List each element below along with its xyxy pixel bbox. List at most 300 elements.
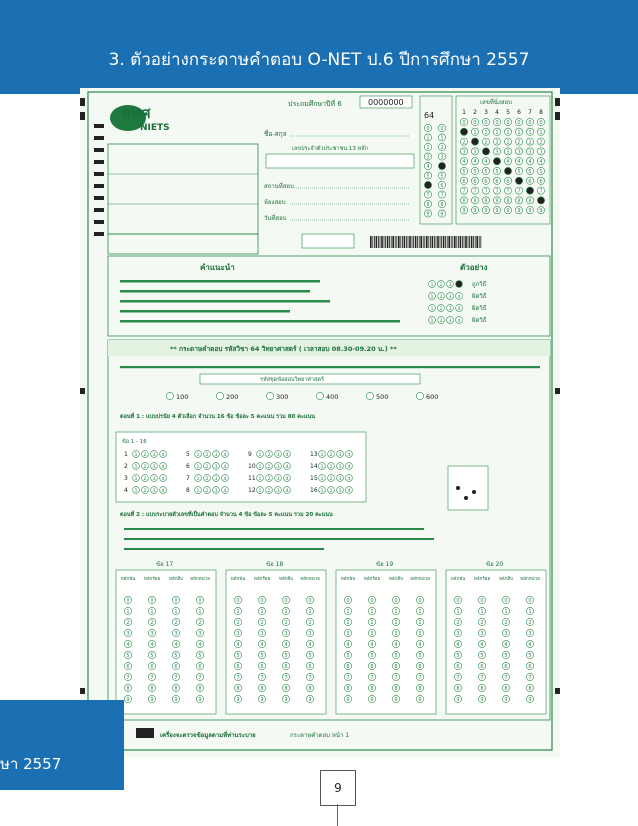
part2-title: ตอนที่ 2 : แบบระบายตัวเลขที่เป็นคำตอบ จำนวน 4 ข้อ ข้อละ 5 คะแนน รวม 20 คะแนน (120, 512, 333, 518)
bubble-digit: 4 (484, 159, 488, 166)
bubble-digit: 8 (150, 685, 154, 692)
barcode-bar (419, 236, 420, 248)
question-number: 4 (124, 487, 128, 494)
barcode-bar (372, 236, 373, 248)
bubble-digit: 6 (236, 663, 240, 670)
barcode-bar (423, 236, 424, 248)
bubble-digit: 4 (462, 159, 466, 166)
id-grid[interactable] (460, 109, 544, 214)
bubble-digit: 6 (528, 178, 532, 185)
bubble-digit: 3 (338, 452, 342, 458)
bubble-digit: 0 (480, 597, 484, 604)
bubble-digit: 4 (347, 476, 351, 482)
barcode-bar (443, 236, 445, 248)
bubble-digit: 4 (418, 641, 422, 648)
bubble-digit: 2 (462, 139, 466, 146)
bubble-digit: 9 (473, 208, 477, 215)
bubble-digit: 1 (174, 608, 178, 615)
barcode-bar (468, 236, 469, 248)
bubble-digit: 4 (223, 476, 227, 482)
bubble-digit: 7 (495, 188, 499, 195)
bubble-digit: 2 (370, 619, 374, 626)
bubble-digit: 4 (504, 641, 508, 648)
barcode-bar (415, 236, 417, 248)
subject-code: 64 (424, 111, 435, 120)
bubble-digit: 0 (539, 119, 543, 126)
seat-number: 0000000 (368, 98, 404, 107)
bubble-digit: 4 (457, 306, 461, 312)
bubble-digit: 4 (285, 464, 289, 470)
barcode-bar (436, 236, 437, 248)
bubble-digit: 3 (504, 630, 508, 637)
bubble-digit: 4 (394, 641, 398, 648)
bubble-digit: 9 (126, 696, 130, 703)
bubble-digit: 2 (267, 464, 271, 470)
bubble-digit: 3 (308, 630, 312, 637)
bubble-digit: 6 (126, 663, 130, 670)
set-code-bubble[interactable] (266, 392, 273, 399)
bubble-digit: 0 (528, 597, 532, 604)
bubble-digit: 4 (161, 464, 165, 470)
bubble-digit: 6 (284, 663, 288, 670)
bubble-digit: 3 (214, 464, 218, 470)
bubble-digit: 9 (528, 696, 532, 703)
bubble-digit: 4 (126, 641, 130, 648)
bubble-digit: 9 (506, 208, 510, 215)
question-number: 11 (248, 475, 256, 482)
bubble-digit: 3 (448, 282, 452, 288)
bubble-digit: 2 (143, 476, 147, 482)
barcode-bar (391, 236, 392, 248)
bubble-digit: 4 (456, 641, 460, 648)
bubble-digit: 2 (440, 144, 444, 151)
bubble-digit: 4 (457, 318, 461, 324)
bubble-digit: 6 (480, 663, 484, 670)
bubble-digit: 1 (196, 476, 200, 482)
bubble-digit: 3 (236, 630, 240, 637)
bubble-digit: 7 (370, 674, 374, 681)
barcode-bar (447, 236, 448, 248)
bubble-digit: 9 (504, 696, 508, 703)
bubble-digit: 4 (528, 641, 532, 648)
bubble-digit: 5 (126, 652, 130, 659)
id-bubble[interactable] (471, 138, 478, 145)
bubble-digit: 5 (284, 652, 288, 659)
set-code-options[interactable] (166, 392, 438, 401)
bubble-digit: 3 (346, 630, 350, 637)
bubble-digit: 2 (484, 139, 488, 146)
bubble-digit: 2 (126, 619, 130, 626)
bubble-digit: 1 (196, 452, 200, 458)
bubble-digit: 9 (462, 208, 466, 215)
bubble-digit: 8 (284, 685, 288, 692)
example-label: ถูกวิธี (472, 281, 487, 288)
bubble-digit: 3 (440, 154, 444, 161)
bubble-digit: 3 (448, 318, 452, 324)
set-code-bubble[interactable] (416, 392, 423, 399)
bubble-digit: 7 (456, 674, 460, 681)
bubble-digit: 8 (126, 685, 130, 692)
bubble-digit: 2 (394, 619, 398, 626)
bubble-digit: 3 (276, 476, 280, 482)
id-column-label: 7 (528, 109, 532, 116)
side-tab-label: ษา 2557 (0, 755, 62, 773)
bubble-digit: 1 (134, 488, 138, 494)
bubble-digit: 3 (456, 630, 460, 637)
barcode-bar (412, 236, 413, 248)
digit-col-label: หลักร้อย (143, 577, 161, 582)
bubble-digit: 3 (539, 149, 543, 156)
bubble-digit: 5 (484, 168, 488, 175)
id-bubble[interactable] (537, 197, 544, 204)
bubble-digit: 4 (285, 488, 289, 494)
bubble-digit: 4 (308, 641, 312, 648)
bubble-digit: 4 (161, 476, 165, 482)
bubble-digit: 1 (150, 608, 154, 615)
bubble-digit: 2 (418, 619, 422, 626)
bubble-digit: 1 (134, 464, 138, 470)
bubble-digit: 4 (426, 163, 430, 170)
barcode-bar (456, 236, 457, 248)
barcode-bar (440, 236, 441, 248)
bubble-digit: 4 (506, 159, 510, 166)
bubble-digit: 1 (196, 488, 200, 494)
digit-col-label: หลักพัน (120, 577, 136, 582)
bubble-digit: 0 (284, 597, 288, 604)
digit-col-label: หลักหน่วย (300, 577, 320, 582)
bubble-digit: 5 (426, 173, 430, 180)
bubble-digit: 1 (258, 488, 262, 494)
barcode-bar (370, 236, 372, 248)
bubble-digit: 3 (418, 630, 422, 637)
bubble-digit: 3 (214, 488, 218, 494)
bubble-digit: 2 (284, 619, 288, 626)
subject-code-bubble[interactable] (438, 162, 445, 169)
bubble-digit: 4 (457, 294, 461, 300)
bubble-digit: 4 (517, 159, 521, 166)
part1-title: ตอนที่ 1 : แบบปรนัย 4 ตัวเลือก จำนวน 16 ข้อ ข้อละ 5 คะแนน รวม 80 คะแนน (120, 414, 315, 420)
barcode-bar (476, 236, 478, 248)
bubble-digit: 3 (214, 476, 218, 482)
bubble-digit: 1 (320, 476, 324, 482)
bubble-digit: 4 (260, 641, 264, 648)
bubble-digit: 6 (539, 178, 543, 185)
bubble-digit: 6 (370, 663, 374, 670)
bubble-digit: 3 (495, 149, 499, 156)
bubble-digit: 8 (528, 685, 532, 692)
digit-col-label: หลักพัน (450, 577, 466, 582)
date-label: วันที่สอบ (264, 215, 287, 222)
bubble-digit: 2 (539, 139, 543, 146)
bubble-digit: 7 (473, 188, 477, 195)
logo-text-en: NIETS (140, 123, 170, 133)
bubble-digit: 9 (495, 208, 499, 215)
room-label: ห้องสอบ (264, 199, 286, 206)
name-label: ชื่อ-สกุล (264, 130, 287, 138)
bubble-digit: 9 (308, 696, 312, 703)
bubble-digit: 2 (439, 318, 443, 324)
bubble-digit: 4 (223, 488, 227, 494)
barcode-bar (462, 236, 463, 248)
bubble-digit: 1 (258, 452, 262, 458)
bubble-digit: 0 (174, 597, 178, 604)
bubble-digit: 8 (495, 198, 499, 205)
bubble-digit: 2 (143, 452, 147, 458)
bubble-digit: 8 (394, 685, 398, 692)
barcode-bar (428, 236, 429, 248)
bubble-digit: 3 (284, 630, 288, 637)
bubble-digit: 5 (495, 168, 499, 175)
bubble-digit: 2 (205, 452, 209, 458)
barcode-bar (460, 236, 462, 248)
bubble-digit: 0 (462, 119, 466, 126)
bubble-digit: 9 (418, 696, 422, 703)
bubble-digit: 3 (370, 630, 374, 637)
bubble-digit: 2 (329, 452, 333, 458)
bubble-digit: 4 (236, 641, 240, 648)
bubble-digit: 7 (506, 188, 510, 195)
barcode-bar (395, 236, 396, 248)
niets-logo (110, 104, 170, 133)
id-bubble[interactable] (493, 158, 500, 165)
bubble-digit: 2 (439, 294, 443, 300)
set-code-label: 100 (176, 393, 189, 401)
side-tab (0, 700, 124, 790)
barcode-bar (409, 236, 411, 248)
id-bubble[interactable] (482, 148, 489, 155)
set-code-bubble[interactable] (366, 392, 373, 399)
bubble-digit: 5 (150, 652, 154, 659)
bubble-digit: 1 (484, 129, 488, 136)
digit-col-label: หลักร้อย (363, 577, 381, 582)
id-column-label: 4 (495, 109, 499, 116)
bubble-digit: 5 (174, 652, 178, 659)
bubble-digit: 1 (320, 464, 324, 470)
bubble-digit: 2 (267, 488, 271, 494)
bubble-digit: 1 (198, 608, 202, 615)
bubble-digit: 2 (236, 619, 240, 626)
bubble-digit: 6 (484, 178, 488, 185)
set-code-label: 300 (276, 393, 289, 401)
bubble-digit: 2 (480, 619, 484, 626)
bubble-digit: 5 (462, 168, 466, 175)
bubble-digit: 4 (347, 464, 351, 470)
bubble-digit: 3 (338, 476, 342, 482)
bubble-digit: 7 (440, 192, 444, 199)
bubble-digit: 1 (495, 129, 499, 136)
bubble-digit: 2 (205, 488, 209, 494)
bubble-digit: 4 (370, 641, 374, 648)
bubble-digit: 5 (440, 173, 444, 180)
bubble-digit: 1 (539, 129, 543, 136)
bubble-digit: 6 (504, 663, 508, 670)
bubble-digit: 0 (308, 597, 312, 604)
barcode-bar (408, 236, 409, 248)
question-number: 14 (310, 463, 318, 470)
bubble-digit: 1 (236, 608, 240, 615)
bubble-digit: 7 (174, 674, 178, 681)
bubble-digit: 0 (260, 597, 264, 604)
subject-code-bubbles[interactable] (424, 124, 445, 217)
bubble-digit: 2 (260, 619, 264, 626)
bubble-digit: 6 (346, 663, 350, 670)
bubble-digit: 8 (236, 685, 240, 692)
bubble-digit: 5 (473, 168, 477, 175)
question-number: 10 (248, 463, 256, 470)
bubble-digit: 1 (258, 464, 262, 470)
bubble-digit: 7 (308, 674, 312, 681)
bubble-digit: 7 (346, 674, 350, 681)
bubble-digit: 1 (370, 608, 374, 615)
bubble-digit: 0 (440, 125, 444, 132)
id-bubble[interactable] (460, 128, 467, 135)
bubble-digit: 7 (462, 188, 466, 195)
bubble-digit: 8 (517, 198, 521, 205)
barcode-bar (480, 236, 481, 248)
bubble-digit: 9 (284, 696, 288, 703)
bubble-digit: 7 (517, 188, 521, 195)
bubble-digit: 7 (504, 674, 508, 681)
bubble-digit: 4 (285, 476, 289, 482)
bubble-digit: 0 (504, 597, 508, 604)
bubble-digit: 1 (320, 452, 324, 458)
barcode-bar (479, 236, 480, 248)
bubble-digit: 7 (260, 674, 264, 681)
bubble-digit: 3 (152, 452, 156, 458)
bubble-digit: 1 (430, 318, 434, 324)
digit-col-label: หลักหน่วย (190, 577, 210, 582)
bubble-digit: 2 (267, 476, 271, 482)
digit-col-label: หลักหน่วย (410, 577, 430, 582)
bubble-digit: 3 (394, 630, 398, 637)
bubble-digit: 1 (504, 608, 508, 615)
barcode-bar (381, 236, 383, 248)
bubble-digit: 3 (152, 476, 156, 482)
set-code-bubble[interactable] (316, 392, 323, 399)
bubble-digit: 4 (347, 452, 351, 458)
id-bubble[interactable] (526, 187, 533, 194)
bubble-digit: 3 (338, 464, 342, 470)
bubble-digit: 8 (346, 685, 350, 692)
bubble-digit: 7 (484, 188, 488, 195)
bubble-digit: 1 (426, 135, 430, 142)
bubble-digit: 8 (456, 685, 460, 692)
bubble-digit: 7 (236, 674, 240, 681)
bubble-digit: 5 (418, 652, 422, 659)
bubble-digit: 5 (394, 652, 398, 659)
set-code-bubble[interactable] (166, 392, 173, 399)
bubble-digit: 3 (276, 464, 280, 470)
bubble-digit: 5 (308, 652, 312, 659)
bubble-digit: 0 (126, 597, 130, 604)
bubble-digit: 1 (134, 476, 138, 482)
bubble-digit: 1 (260, 608, 264, 615)
bubble-digit: 2 (329, 464, 333, 470)
set-code-label: 600 (426, 393, 439, 401)
bubble-digit: 7 (426, 192, 430, 199)
bubble-digit: 3 (198, 630, 202, 637)
bubble-digit: 5 (236, 652, 240, 659)
barcode-bar (374, 236, 375, 248)
digit-col-label: หลักสิบ (498, 577, 514, 582)
bubble-digit: 4 (150, 641, 154, 648)
barcode-bar (392, 236, 394, 248)
barcode-bar (387, 236, 389, 248)
barcode-bar (398, 236, 400, 248)
barcode-bar (445, 236, 446, 248)
bubble-digit: 8 (426, 201, 430, 208)
set-code-bubble[interactable] (216, 392, 223, 399)
bubble-digit: 2 (174, 619, 178, 626)
subject-code-bubble[interactable] (424, 181, 431, 188)
bubble-digit: 8 (198, 685, 202, 692)
bubble-digit: 1 (473, 129, 477, 136)
bubble-digit: 3 (506, 149, 510, 156)
bubble-digit: 7 (394, 674, 398, 681)
bubble-digit: 2 (426, 144, 430, 151)
marking-examples (429, 280, 487, 324)
bubble-digit: 5 (198, 652, 202, 659)
instructions-title: คำแนะนำ (200, 263, 235, 272)
bubble-digit: 3 (448, 294, 452, 300)
bubble-digit: 0 (528, 119, 532, 126)
bubble-digit: 3 (174, 630, 178, 637)
barcode-bar (464, 236, 465, 248)
bubble-digit: 6 (198, 663, 202, 670)
bubble-digit: 7 (284, 674, 288, 681)
digit-col-label: หลักสิบ (168, 577, 184, 582)
bubble-digit: 2 (506, 139, 510, 146)
bubble-digit: 6 (462, 178, 466, 185)
id-column-label: 5 (506, 109, 510, 116)
id-bubble[interactable] (515, 177, 522, 184)
bubble-digit: 1 (258, 476, 262, 482)
bubble-digit: 5 (504, 652, 508, 659)
bubble-digit: 6 (495, 178, 499, 185)
bubble-digit: 4 (161, 488, 165, 494)
example-label: ผิดวิธี (472, 293, 487, 300)
bubble-digit: 8 (528, 198, 532, 205)
id-grid-label: เลขที่นั่งสอบ (480, 99, 512, 106)
bubble-digit: 0 (495, 119, 499, 126)
bubble-digit: 9 (480, 696, 484, 703)
bubble-digit: 4 (223, 464, 227, 470)
question-number: 16 (310, 487, 318, 494)
bubble-digit: 1 (284, 608, 288, 615)
barcode-bar (437, 236, 439, 248)
bubble-digit: 1 (506, 129, 510, 136)
bubble-digit: 8 (260, 685, 264, 692)
digit-col-label: หลักพัน (230, 577, 246, 582)
bubble-digit: 9 (150, 696, 154, 703)
example-bubble[interactable] (456, 281, 463, 288)
bubble-digit: 2 (143, 464, 147, 470)
id-bubble[interactable] (504, 167, 511, 174)
set-code-label: 500 (376, 393, 389, 401)
bubble-digit: 5 (528, 168, 532, 175)
bubble-digit: 0 (506, 119, 510, 126)
id-column-label: 2 (473, 109, 477, 116)
bubble-digit: 2 (329, 488, 333, 494)
bubble-digit: 3 (152, 464, 156, 470)
bubble-digit: 9 (528, 208, 532, 215)
part2-answers[interactable] (116, 561, 546, 714)
digit-col-label: หลักหน่วย (520, 577, 540, 582)
bubble-digit: 3 (473, 149, 477, 156)
bubble-digit: 5 (456, 652, 460, 659)
barcode-bar (376, 236, 378, 248)
bubble-digit: 0 (517, 119, 521, 126)
